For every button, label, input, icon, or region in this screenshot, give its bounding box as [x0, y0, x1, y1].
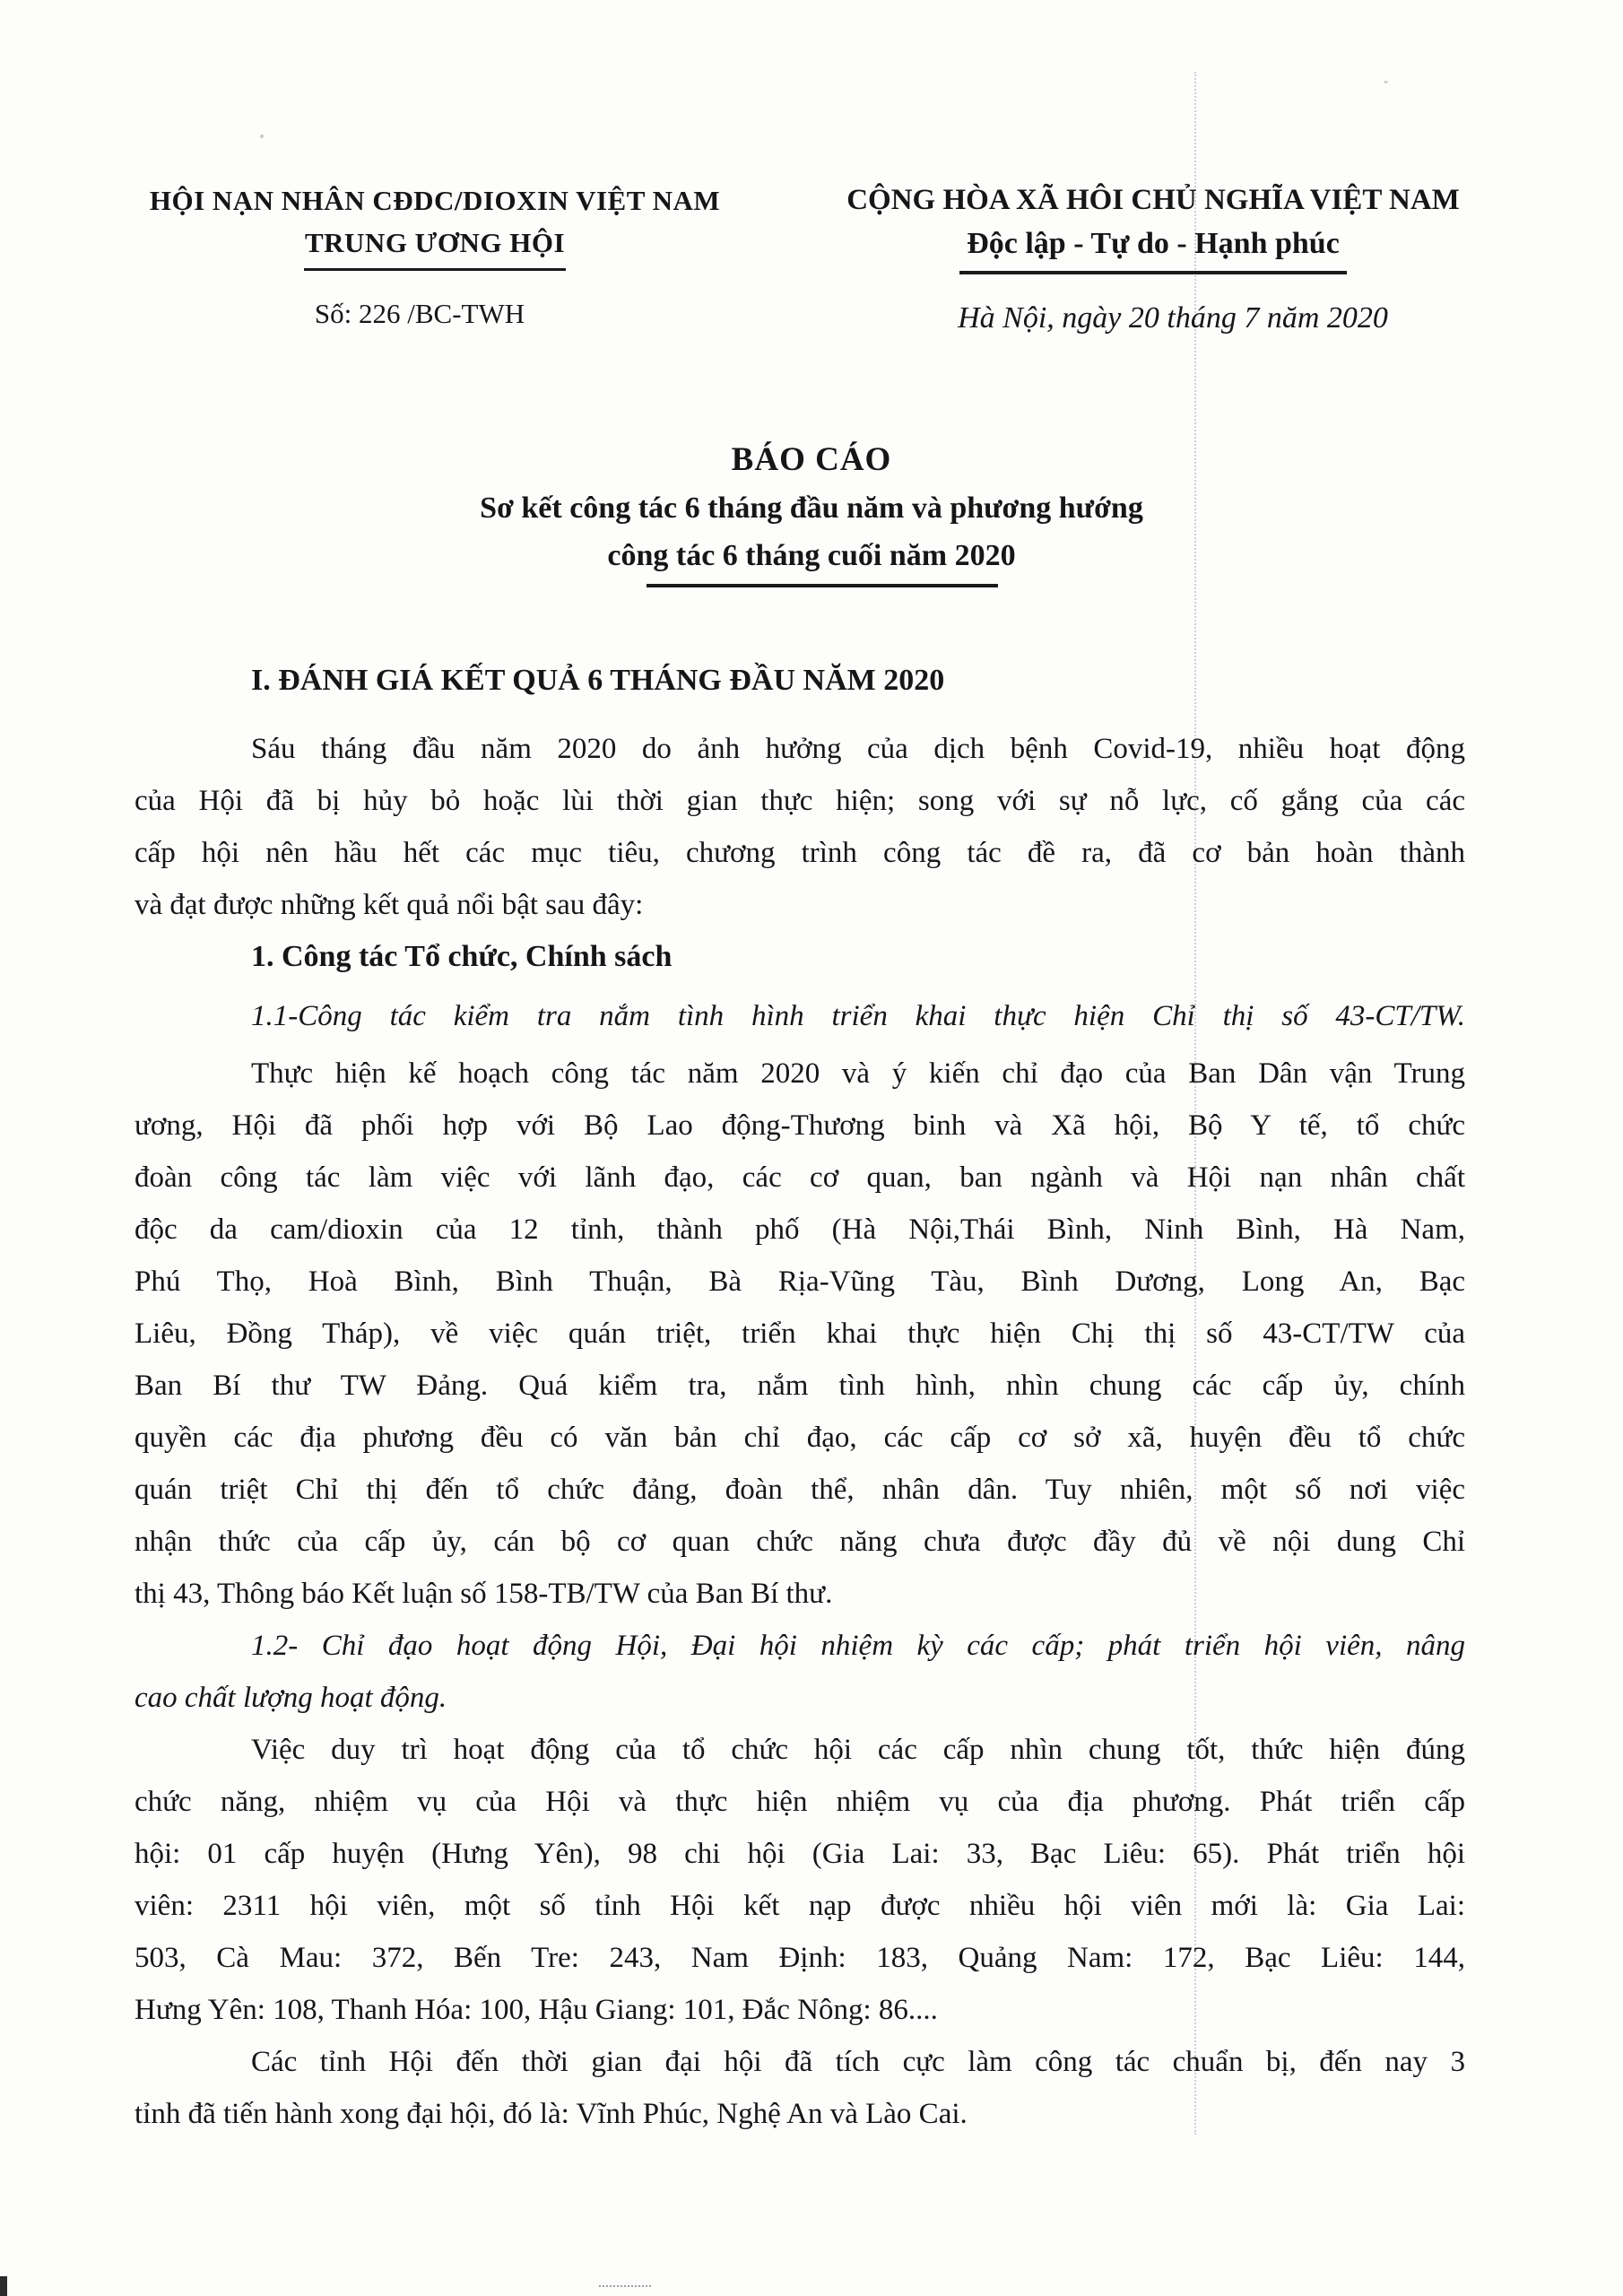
scan-dots-artifact: [599, 2285, 651, 2287]
paragraph-line: Phú Thọ, Hoà Bình, Bình Thuận, Bà Rịa-Vũng Tàu, Bình Dương, Long An, Bạc: [135, 1265, 1465, 1298]
paragraph-line: Sáu tháng đầu năm 2020 do ảnh hưởng của dịch bệnh Covid-19, nhiều hoạt động: [251, 733, 1465, 765]
document-number: Số: 226 /BC-TWH: [314, 298, 525, 329]
paragraph-line: Hưng Yên: 108, Thanh Hóa: 100, Hậu Giang: 101, Đắc Nông: 86....: [135, 1994, 938, 2026]
organization-underline: [304, 268, 566, 271]
subsection-1-2-heading-line2: cao chất lượng hoạt động.: [135, 1682, 447, 1714]
subsection-1-2-heading-line1: 1.2- Chỉ đạo hoạt động Hội, Đại hội nhiệm kỳ các cấp; phát triển hội viên, nâng: [251, 1630, 1465, 1662]
paragraph-line: viên: 2311 hội viên, một số tỉnh Hội kết nạp được nhiều hội viên mới là: Gia Lai:: [135, 1890, 1465, 1922]
paragraph-line: của Hội đã bị hủy bỏ hoặc lùi thời gian thực hiện; song với sự nỗ lực, cố gắng của các: [135, 785, 1465, 817]
paragraph-line: Các tỉnh Hội đến thời gian đại hội đã tích cực làm công tác chuẩn bị, đến nay 3: [251, 2046, 1465, 2078]
organization-name-line1: HỘI NẠN NHÂN CĐDC/DIOXIN VIỆT NAM: [149, 185, 721, 216]
paragraph-line: đoàn công tác làm việc với lãnh đạo, các cơ quan, ban ngành và Hội nạn nhân chất: [135, 1161, 1465, 1194]
paragraph-line: ương, Hội đã phối hợp với Bộ Lao động-Thương binh và Xã hội, Bộ Y tế, tổ chức: [135, 1109, 1465, 1142]
place-and-date: Hà Nội, ngày 20 tháng 7 năm 2020: [958, 301, 1388, 335]
paragraph-line: độc da cam/dioxin của 12 tỉnh, thành phố (Hà Nội,Thái Bình, Ninh Bình, Hà Nam,: [135, 1213, 1465, 1246]
national-title: CỘNG HÒA XÃ HÔI CHỦ NGHĨA VIỆT NAM: [846, 184, 1460, 216]
national-motto: Độc lập - Tự do - Hạnh phúc: [959, 224, 1347, 274]
national-motto-row: [782, 224, 1524, 274]
paragraph-line: nhận thức của cấp ủy, cán bộ cơ quan chức năng chưa được đầy đủ về nội dung Chỉ: [135, 1526, 1465, 1558]
report-title: BÁO CÁO: [731, 441, 892, 478]
paragraph-line: tỉnh đã tiến hành xong đại hội, đó là: Vĩnh Phúc, Nghệ An và Lào Cai.: [135, 2098, 968, 2130]
title-underline: [647, 584, 998, 587]
paragraph-line: Thực hiện kế hoạch công tác năm 2020 và ý kiến chỉ đạo của Ban Dân vận Trung: [251, 1057, 1465, 1090]
report-subtitle-line2: công tác 6 tháng cuối năm 2020: [607, 539, 1016, 572]
national-header-block: [782, 178, 1524, 335]
organization-name-line2: TRUNG ƯƠNG HỘI: [304, 227, 566, 258]
paragraph-line: quyền các địa phương đều có văn bản chỉ đạo, các cấp cơ sở xã, huyện đều tổ chức: [135, 1422, 1465, 1454]
paragraph-line: chức năng, nhiệm vụ của Hội và thực hiện nhiệm vụ của địa phương. Phát triển cấp: [135, 1786, 1465, 1818]
report-title-block: [0, 436, 1623, 587]
paragraph-line: hội: 01 cấp huyện (Hưng Yên), 98 chi hội (Gia Lai: 33, Bạc Liêu: 65). Phát triển hội: [135, 1838, 1465, 1870]
scan-edge-mark: [0, 2276, 7, 2296]
paragraph-line: quán triệt Chỉ thị đến tổ chức đảng, đoàn thể, nhân dân. Tuy nhiên, một số nơi việc: [135, 1474, 1465, 1506]
scan-speck: [260, 135, 264, 138]
paragraph-line: thị 43, Thông báo Kết luận số 158-TB/TW của Ban Bí thư.: [135, 1578, 833, 1610]
paragraph-line: 503, Cà Mau: 372, Bến Tre: 243, Nam Định: 183, Quảng Nam: 172, Bạc Liêu: 144,: [135, 1942, 1465, 1974]
issuing-organization-block: [117, 179, 753, 330]
paragraph-line: Ban Bí thư TW Đảng. Quá kiểm tra, nắm tình hình, nhìn chung các cấp ủy, chính: [135, 1370, 1465, 1402]
section-i-heading: I. ĐÁNH GIÁ KẾT QUẢ 6 THÁNG ĐẦU NĂM 2020: [251, 664, 945, 697]
paragraph-line: và đạt được những kết quả nổi bật sau đây:: [135, 889, 644, 921]
scan-speck: [1384, 81, 1388, 83]
report-subtitle-line1: Sơ kết công tác 6 tháng đầu năm và phương hướng: [480, 491, 1143, 525]
subsection-1-1-heading: 1.1-Công tác kiểm tra nắm tình hình triển khai thực hiện Chỉ thị số 43-CT/TW.: [251, 1000, 1465, 1032]
paragraph-line: cấp hội nên hầu hết các mục tiêu, chương trình công tác đề ra, đã cơ bản hoàn thành: [135, 837, 1465, 869]
subsection-1-heading: 1. Công tác Tổ chức, Chính sách: [251, 940, 673, 973]
document-body: [135, 655, 1465, 2140]
paragraph-line: Việc duy trì hoạt động của tổ chức hội các cấp nhìn chung tốt, thức hiện đúng: [251, 1734, 1465, 1766]
paragraph-line: Liêu, Đồng Tháp), về việc quán triệt, triển khai thực hiện Chị thị số 43-CT/TW của: [135, 1318, 1465, 1350]
